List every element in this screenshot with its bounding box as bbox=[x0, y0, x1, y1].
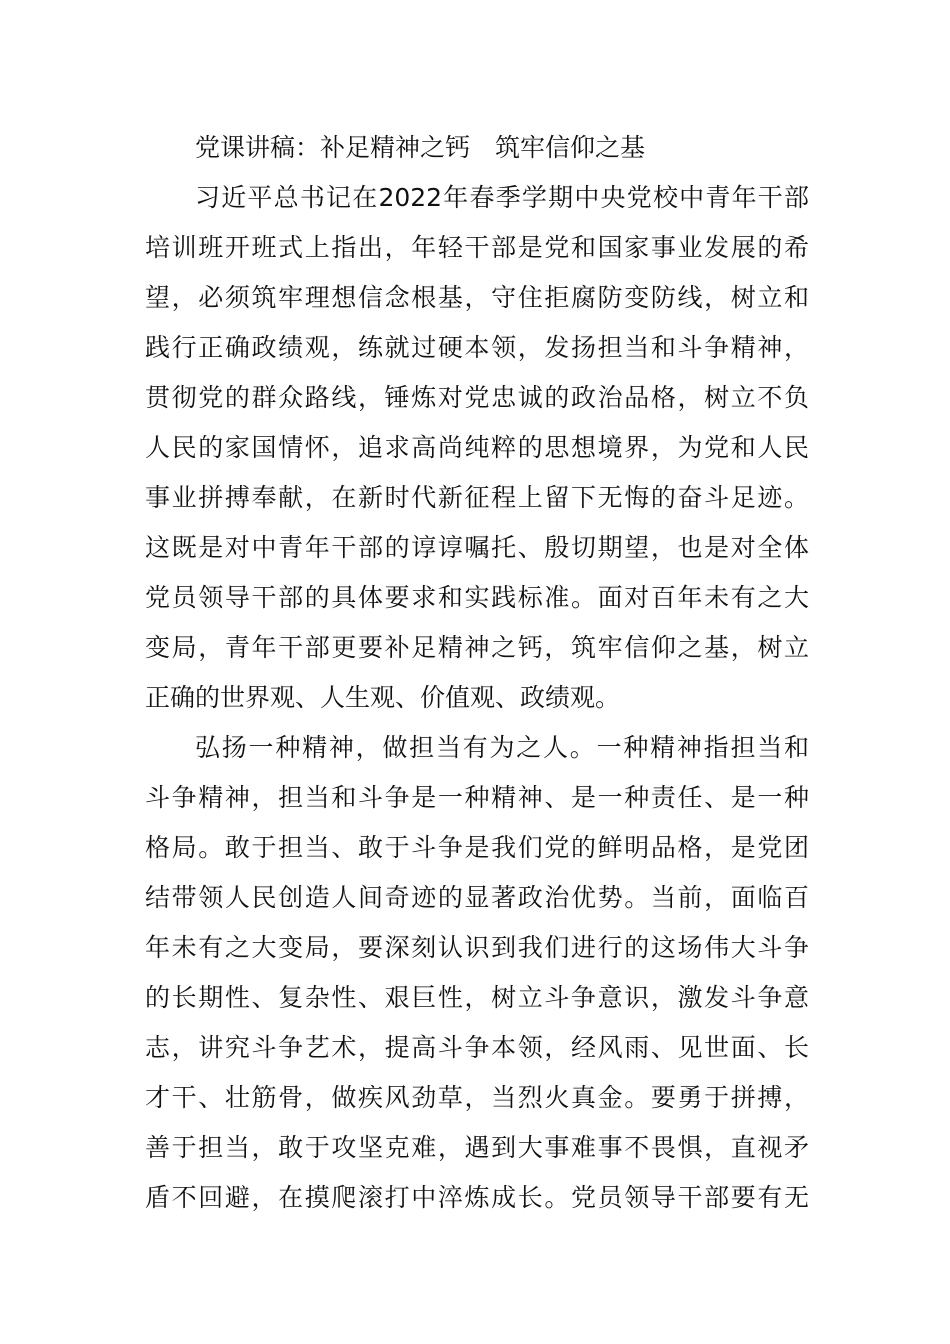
document-title: 党课讲稿：补足精神之钙 筑牢信仰之基 bbox=[195, 133, 646, 162]
paragraph-1 bbox=[145, 173, 809, 723]
text-line: 结带领人民创造人间奇迹的显著政治优势。当前，面临百 bbox=[145, 883, 809, 912]
text-line: 党员领导干部的具体要求和实践标准。面对百年未有之大 bbox=[145, 583, 809, 612]
text-line: 才干、壮筋骨，做疾风劲草，当烈火真金。要勇于拼搏， bbox=[145, 1083, 809, 1112]
document-body bbox=[145, 123, 809, 1223]
text-line: 善于担当，敢于攻坚克难，遇到大事难事不畏惧，直视矛 bbox=[145, 1133, 809, 1162]
text-line: 培训班开班式上指出，年轻干部是党和国家事业发展的希 bbox=[145, 233, 809, 262]
text-line: 事业拼搏奉献，在新时代新征程上留下无悔的奋斗足迹。 bbox=[145, 483, 809, 512]
paragraph-2 bbox=[145, 723, 809, 1223]
text-line: 人民的家国情怀，追求高尚纯粹的思想境界，为党和人民 bbox=[145, 433, 809, 462]
text-line: 志，讲究斗争艺术，提高斗争本领，经风雨、见世面、长 bbox=[145, 1033, 809, 1062]
text-line: 的长期性、复杂性、艰巨性，树立斗争意识，激发斗争意 bbox=[145, 983, 809, 1012]
text-line: 践行正确政绩观，练就过硬本领，发扬担当和斗争精神， bbox=[145, 333, 809, 362]
text-line: 斗争精神，担当和斗争是一种精神、是一种责任、是一种 bbox=[145, 783, 809, 812]
text-line: 习近平总书记在2022年春季学期中央党校中青年干部 bbox=[195, 183, 809, 212]
text-line: 望，必须筑牢理想信念根基，守住拒腐防变防线，树立和 bbox=[145, 283, 809, 312]
text-line: 盾不回避，在摸爬滚打中淬炼成长。党员领导干部要有无 bbox=[145, 1183, 809, 1212]
text-line: 格局。敢于担当、敢于斗争是我们党的鲜明品格，是党团 bbox=[145, 833, 809, 862]
text-line: 年未有之大变局，要深刻认识到我们进行的这场伟大斗争 bbox=[145, 933, 809, 962]
text-line: 正确的世界观、人生观、价值观、政绩观。 bbox=[145, 683, 621, 712]
text-line: 贯彻党的群众路线，锤炼对党忠诚的政治品格，树立不负 bbox=[145, 383, 809, 412]
text-line: 弘扬一种精神，做担当有为之人。一种精神指担当和 bbox=[195, 733, 809, 762]
text-line: 变局，青年干部更要补足精神之钙，筑牢信仰之基，树立 bbox=[145, 633, 809, 662]
text-line: 这既是对中青年干部的谆谆嘱托、殷切期望，也是对全体 bbox=[145, 533, 809, 562]
